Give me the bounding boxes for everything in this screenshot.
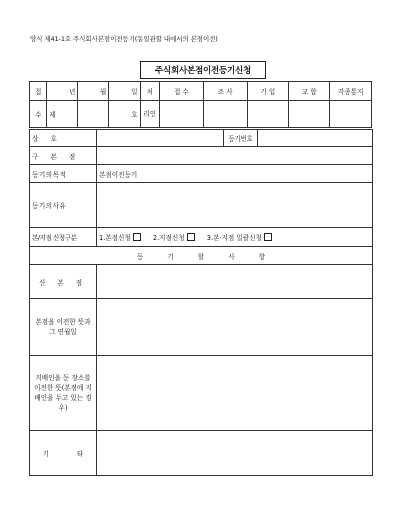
option-head-office-label: 1.본점신청 (99, 234, 131, 242)
reg-number-value (258, 130, 373, 147)
old-office-label: 구 본 점 (30, 147, 97, 165)
form-label: 양식 제41-1호 주식회사본점이전등기(동일관할 내에서의 본점이전) (30, 35, 218, 43)
header-receipt: 접 수 (160, 82, 204, 101)
form-title: 주식회사본점이전등기신청 (140, 61, 266, 79)
trade-name-label: 상 호 (30, 130, 97, 147)
option-head-office[interactable] (99, 232, 141, 242)
option-batch[interactable] (207, 232, 272, 242)
purpose-value: 본점이전등기 (97, 165, 373, 183)
header-entry: 기 입 (247, 82, 288, 101)
application-table (29, 129, 373, 476)
cell-review (203, 101, 247, 128)
number-suffix: 호 (109, 101, 140, 128)
option-branch-office-label: 2.지점신청 (152, 234, 185, 242)
relocation-date-value (97, 299, 373, 356)
reason-label: 등기의사유 (30, 183, 97, 228)
year-label: 년 (47, 82, 78, 101)
number-prefix: 제 (47, 101, 78, 128)
checkbox-icon[interactable] (264, 233, 272, 241)
month-label: 월 (78, 82, 109, 101)
number-blank (78, 101, 109, 128)
manager-relocation-label: 지배인을 둔 장소를 이전한 뜻(본점에 지배인을 두고 있는 경우) (30, 356, 97, 431)
header-notices: 각종통지 (330, 82, 372, 101)
checkbox-icon[interactable] (187, 233, 195, 241)
reg-number-label: 등기번호 (224, 130, 258, 147)
new-office-value (97, 265, 373, 299)
application-type-options (97, 228, 373, 247)
old-office-value (97, 147, 373, 165)
option-batch-label: 3.본·지점 일괄신청 (206, 234, 262, 242)
day-label: 일 (109, 82, 140, 101)
new-office-label: 신 본 점 (30, 265, 97, 299)
receipt-table (29, 81, 372, 128)
relocation-date-label: 본점을 이전한 뜻과 그 연월일 (30, 299, 97, 356)
other-value (97, 431, 373, 476)
cell-entry (247, 101, 288, 128)
checkbox-icon[interactable] (133, 233, 141, 241)
section-header: 등 기 할 사 항 (30, 247, 373, 265)
receipt-label-bottom: 수 (30, 101, 47, 128)
cell-verify (289, 101, 330, 128)
reason-value (97, 183, 373, 228)
header-verify: 교 합 (289, 82, 330, 101)
purpose-label: 등기의목적 (30, 165, 97, 183)
process-label-top: 처 (140, 82, 160, 101)
other-label: 기 타 (30, 431, 97, 476)
trade-name-value (97, 130, 224, 147)
header-review: 조 사 (203, 82, 247, 101)
process-label-bottom: 리인 (140, 101, 160, 128)
cell-notices (330, 101, 372, 128)
manager-relocation-value (97, 356, 373, 431)
application-type-label: 본/지점 신청구분 (30, 228, 97, 247)
option-branch-office[interactable] (153, 232, 195, 242)
cell-receipt (160, 101, 204, 128)
receipt-label-top: 접 (30, 82, 47, 101)
